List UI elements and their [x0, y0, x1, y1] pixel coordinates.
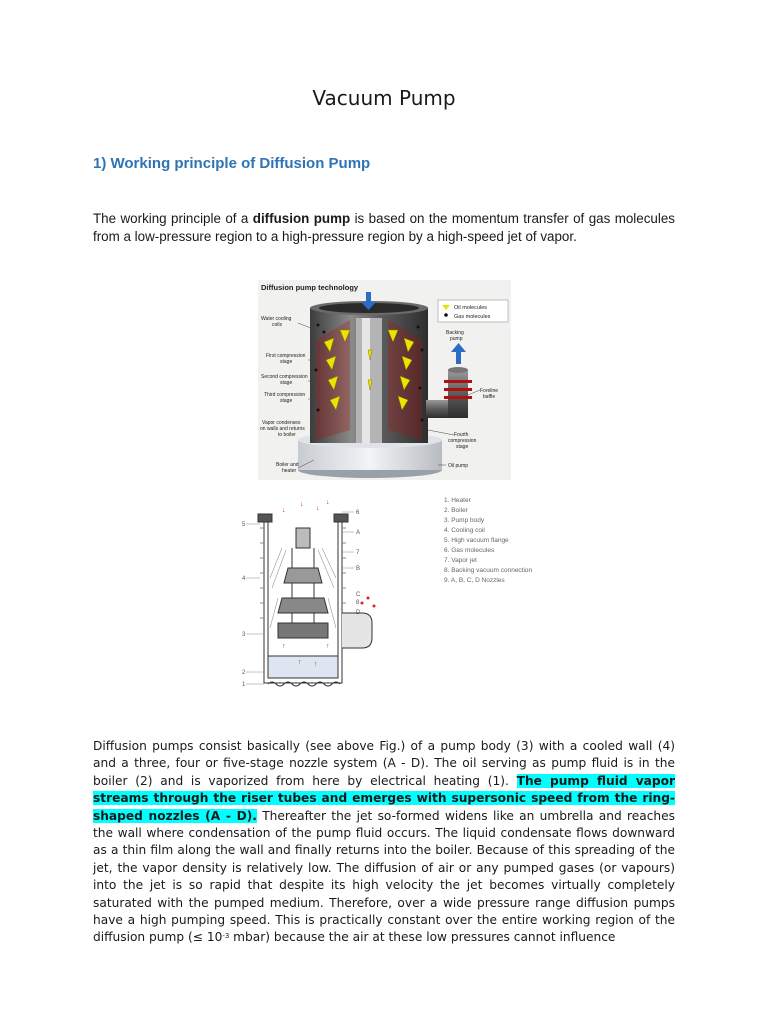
- svg-text:↓: ↓: [316, 505, 320, 512]
- fig2-number: 3: [242, 632, 246, 638]
- fig2-legend-item: 4. Cooling coil: [444, 527, 485, 534]
- fig1-label: stage: [280, 398, 293, 404]
- fig2-legend-item: 7. Vapor jet: [444, 557, 477, 564]
- svg-text:↑: ↑: [282, 643, 286, 650]
- fig2-number: 5: [242, 522, 246, 528]
- fig1-label: Third compression: [264, 392, 306, 398]
- fig1-label: Fourth: [454, 432, 469, 438]
- body-paragraph: [93, 738, 675, 947]
- highlighted-text: The pump fluid vapor streams through the riser tubes and emerges with supersonic speed from the ring-shaped nozzles (A - D).: [93, 773, 675, 823]
- fig2-label: 6: [356, 510, 360, 516]
- fig1-legend-oil: Oil molecules: [454, 305, 488, 311]
- svg-text:↓: ↓: [326, 499, 330, 506]
- fig2-legend-item: 5. High vacuum flange: [444, 537, 509, 544]
- svg-text:↓: ↓: [282, 507, 286, 514]
- fig1-label: Water cooling: [261, 316, 292, 322]
- fig1-label: Boiler and: [276, 462, 299, 468]
- intro-text-cont: is based on the momentum transfer of gas molecules from a low-pressure region to a high-pressure region by a high-speed jet of vapor.: [93, 211, 675, 244]
- fig2-legend-item: 3. Pump body: [444, 517, 485, 524]
- page-title: Vacuum Pump: [312, 86, 456, 110]
- fig1-label: pump: [450, 336, 463, 342]
- fig2-number: 2: [242, 670, 246, 676]
- fig1-label: heater: [282, 468, 297, 474]
- fig2-number: 1: [242, 682, 246, 688]
- fig2-legend-item: 2. Boiler: [444, 507, 468, 514]
- fig1-label: stage: [280, 359, 293, 365]
- fig1-label: to boiler: [278, 432, 296, 438]
- fig1-label: coils: [272, 322, 283, 328]
- diffusion-pump-illustration: [258, 280, 511, 480]
- fig1-label: baffle: [483, 394, 496, 400]
- fig2-label: 7: [356, 550, 360, 556]
- fig2-label: 8: [356, 600, 360, 606]
- fig2-legend-item: 1. Heater: [444, 497, 471, 504]
- fig2-label: C: [356, 592, 361, 598]
- fig2-legend-item: 6. Gas molecules: [444, 547, 495, 554]
- intro-paragraph: [93, 210, 675, 245]
- fig2-legend-item: 9. A, B, C, D Nozzles: [444, 577, 505, 584]
- svg-text:↑: ↑: [326, 643, 330, 650]
- fig2-legend-item: 8. Backing vacuum connection: [444, 567, 533, 574]
- fig1-label: stage: [280, 380, 293, 386]
- fig2-label: B: [356, 566, 361, 572]
- svg-text:↓: ↓: [300, 501, 304, 508]
- fig1-label: on walls and returns: [260, 426, 305, 432]
- exponent: -3: [222, 932, 230, 941]
- fig1-label: Vapor condenses: [262, 420, 301, 426]
- fig1-label: First compression: [266, 353, 306, 359]
- fig1-legend-gas: Gas molecules: [454, 314, 491, 320]
- fig2-label: D: [356, 610, 361, 616]
- fig1-label: Second compression: [261, 374, 308, 380]
- section-heading: 1) Working principle of Diffusion Pump: [93, 155, 371, 172]
- fig1-label: Backing: [446, 330, 464, 336]
- fig1-label: compression: [448, 438, 477, 444]
- intro-bold-term: diffusion pump: [252, 211, 351, 226]
- fig1-label: Oil pump: [448, 463, 469, 469]
- diffusion-pump-schematic: [222, 488, 546, 698]
- fig1-title: Diffusion pump technology: [261, 283, 359, 292]
- body-text: Diffusion pumps consist basically (see above Fig.) of a pump body (3) with a cooled wall (4) and a three, four or five-stage nozzle system (A - D). The oil serving as pump fluid is in the boiler (2) and is vaporized from here by electrical heating (1).: [93, 739, 675, 788]
- fig1-label: Foreline: [480, 388, 499, 394]
- svg-text:↑: ↑: [298, 659, 302, 666]
- fig2-number: 4: [242, 576, 246, 582]
- fig2-label: A: [356, 530, 361, 536]
- intro-text: The working principle of a: [93, 211, 253, 226]
- fig1-label: stage: [456, 444, 469, 450]
- body-text-cont: Thereafter the jet so-formed widens like an umbrella and reaches the wall where condensation of the pump fluid occurs. The liquid condensate flows downward as a thin film along the wall and finally returns into the boiler. Because of this spreading of the jet, the vapor density is relatively low. The diffusion of air or any pumped gases (or vapours) into the jet is so rapid that despite its high velocity the jet becomes virtually completely saturated with the pumped medium. Therefore, over a wide pressure range diffusion pumps have a high pumping speed. This is practically constant over the entire working region of the diffusion pump (≤ 10: [93, 808, 676, 945]
- body-text-end: mbar) because the air at these low pressures cannot influence: [229, 930, 616, 945]
- svg-text:↑: ↑: [314, 661, 318, 668]
